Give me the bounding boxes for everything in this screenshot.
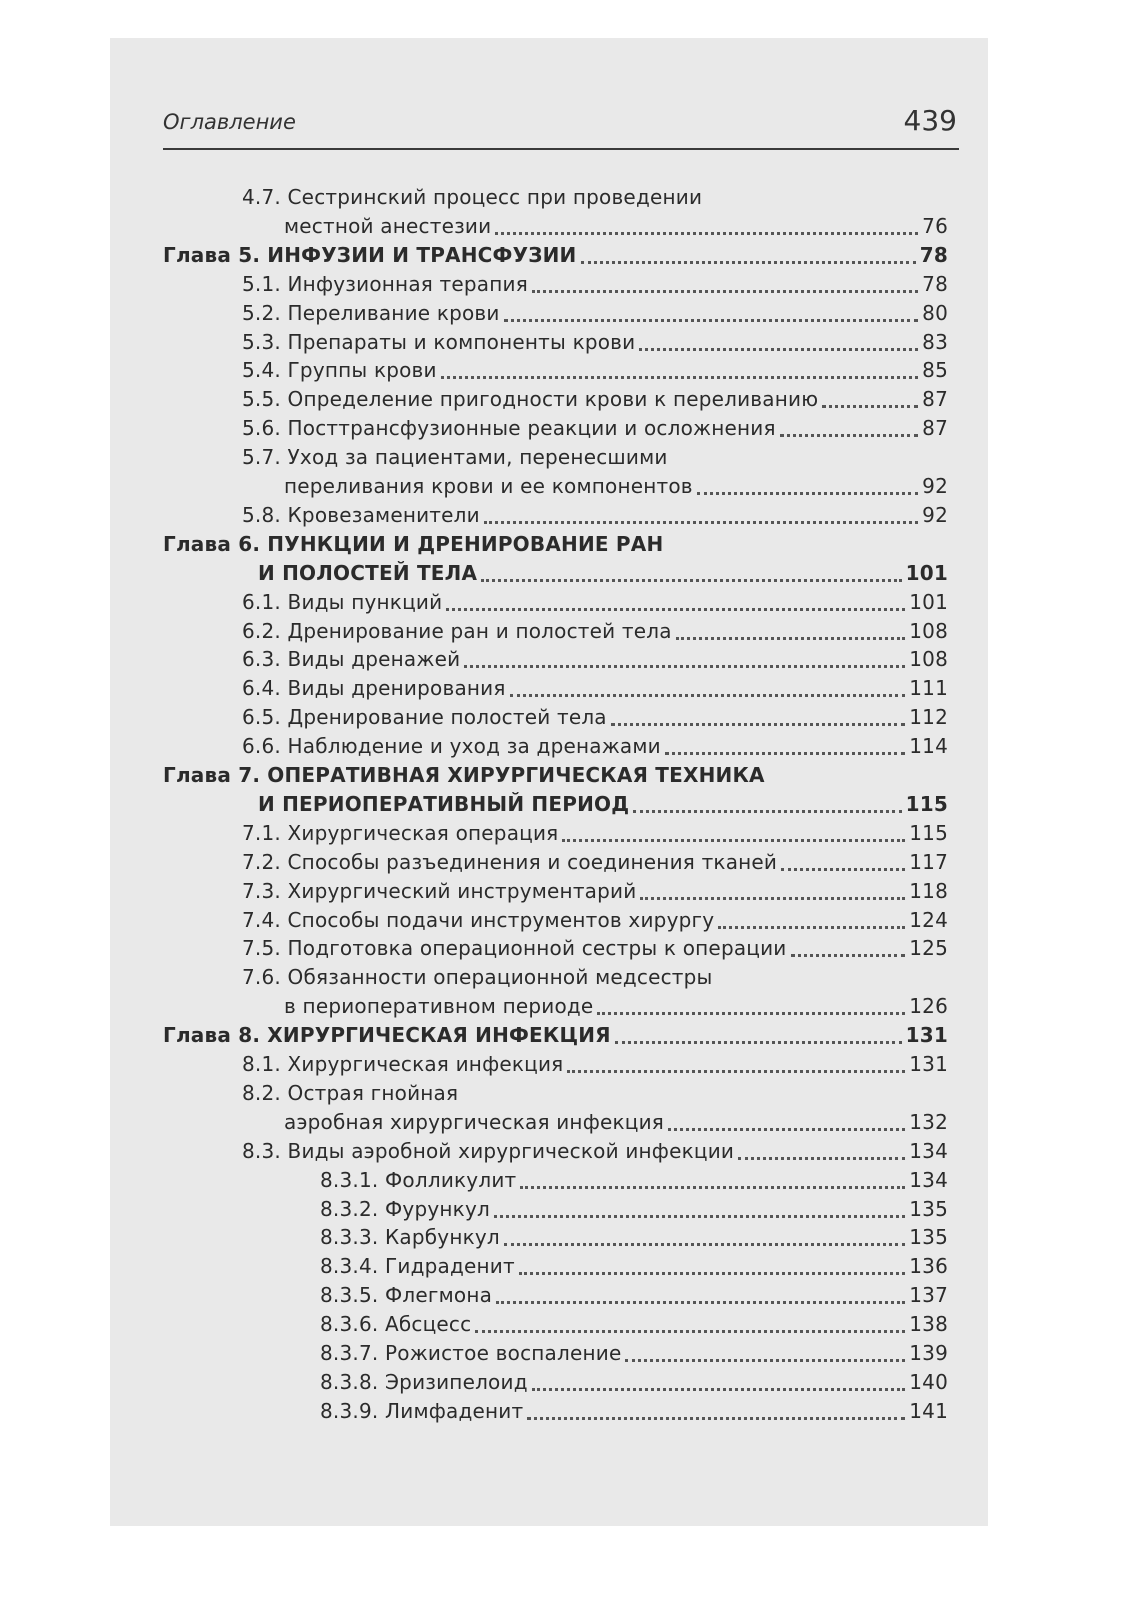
toc-entry [242,183,948,212]
toc-entry-title: 8.3.5. Флегмона [320,1283,493,1308]
toc-entry [242,645,948,674]
toc-entry-title: 6.6. Наблюдение и уход за дренажами [242,734,661,759]
toc-entry-title: 8.3.4. Гидраденит [320,1254,515,1279]
toc-entry [242,877,948,906]
dot-leader [676,637,906,640]
toc-entry-page: 108 [909,618,948,643]
dot-leader [718,926,905,929]
toc-entry-title: переливания крови и ее компонентов [284,474,693,498]
toc-entry [242,328,948,357]
dot-leader [527,1417,905,1420]
dot-leader [532,1388,905,1391]
toc-entry-title: 8.3.1. Фолликулит [320,1167,517,1192]
toc-entry [242,501,948,530]
toc-entry [163,241,948,270]
toc-entry [258,559,948,588]
dot-leader [780,434,918,437]
toc-entry-title: 5.7. Уход за пациентами, перенесшими [242,445,668,470]
toc-entry [320,1252,948,1281]
dot-leader [494,1215,905,1218]
toc-entry-title: Глава 6. ПУНКЦИИ И ДРЕНИРОВАНИЕ РАН [163,531,664,556]
dot-leader [496,1301,905,1304]
toc-entry-title: аэробная хирургическая инфекция [284,1109,665,1134]
dot-leader [562,839,905,842]
dot-leader [791,954,906,957]
toc-entry-title: 8.3.8. Эризипелоид [320,1369,528,1394]
toc-entry-title: 8.1. Хирургическая инфекция [242,1052,564,1076]
toc-entry-title: 8.3.9. Лимфаденит [320,1398,524,1423]
toc-entry [242,1137,948,1166]
toc-entry-title: 8.3.3. Карбункул [320,1225,500,1250]
toc-entry [284,212,948,241]
toc-entry-page: 117 [909,849,948,874]
toc-entry [242,934,948,963]
toc-entry [242,617,948,646]
toc-entry [320,1195,948,1224]
toc-entry [284,472,948,501]
dot-leader [611,723,905,726]
header-page-number: 439 [903,104,957,137]
toc-entry-page: 141 [909,1398,948,1423]
toc-entry-page: 108 [909,647,948,672]
toc-entry-page: 135 [909,1196,948,1221]
toc-entry-page: 139 [909,1341,948,1365]
toc-entry-title: 7.1. Хирургическая операция [242,820,559,845]
dot-leader [484,521,918,524]
toc-entry [320,1339,948,1368]
dot-leader [441,376,918,379]
toc-entry-page: 112 [909,705,948,730]
toc-entry [242,299,948,328]
toc-entry-page: 126 [909,994,948,1019]
toc-entry-title: 5.6. Посттрансфузионные реакции и осложнения [242,416,776,441]
dot-leader [665,752,905,755]
toc-entry-title: 4.7. Сестринский процесс при проведении [242,185,703,209]
toc-entry-page: 78 [919,242,948,267]
dot-leader [532,290,918,293]
toc-entry [242,270,948,299]
toc-entry-page: 138 [909,1312,948,1337]
dot-leader [738,1157,905,1160]
toc-entry-title: местной анестезии [284,213,492,238]
toc-entry-page: 92 [922,502,948,527]
toc-entry [320,1397,948,1426]
toc-entry-page: 87 [922,387,948,412]
toc-entry [163,761,948,790]
dot-leader [781,868,905,871]
toc-entry-title: 7.3. Хирургический инструментарий [242,878,637,903]
toc-entry-title: 5.4. Группы крови [242,358,437,383]
dot-leader [567,1070,905,1073]
dot-leader [625,1359,905,1362]
toc-entry-page: 118 [909,878,948,903]
toc-entry-title: 5.1. Инфузионная терапия [242,271,528,296]
dot-leader [640,897,905,900]
toc-entry [284,1108,948,1137]
header-title: Оглавление [163,110,296,134]
toc-entry-title: 6.5. Дренирование полостей тела [242,705,607,730]
toc-entry [258,790,948,819]
toc-entry [242,732,948,761]
toc-entry [320,1166,948,1195]
toc-entry [320,1281,948,1310]
toc-entry-page: 131 [909,1052,948,1076]
toc-entry [242,703,948,732]
toc-entry-title: Глава 7. ОПЕРАТИВНАЯ ХИРУРГИЧЕСКАЯ ТЕХНИКА [163,763,765,787]
toc-entry-title: 5.8. Кровезаменители [242,502,480,527]
toc-entry-page: 124 [909,907,948,932]
toc-entry-title: 5.3. Препараты и компоненты крови [242,329,636,354]
toc-entry-page: 101 [905,560,948,585]
toc-entry-page: 80 [922,300,948,325]
toc-entry-page: 83 [922,329,948,354]
toc-entry [242,356,948,385]
toc-entry-page: 101 [909,589,948,614]
dot-leader [668,1128,905,1131]
toc-entry-page: 134 [909,1138,948,1163]
toc-entry-page: 85 [922,358,948,383]
toc-entry-page: 92 [922,474,948,498]
toc-entry-title: Глава 8. ХИРУРГИЧЕСКАЯ ИНФЕКЦИЯ [163,1023,611,1048]
toc-entry-title: 6.2. Дренирование ран и полостей тела [242,618,672,643]
toc-entry-title: Глава 5. ИНФУЗИИ И ТРАНСФУЗИИ [163,242,577,267]
dot-leader [581,261,916,264]
toc-entry-title: И ПЕРИОПЕРАТИВНЫЙ ПЕРИОД [258,791,630,816]
dot-leader [519,1272,905,1275]
toc-entry [320,1310,948,1339]
toc-entry [163,1021,948,1050]
toc-entry-page: 115 [909,820,948,845]
toc-entry [242,848,948,877]
toc-entry-page: 114 [909,734,948,759]
toc-entry-title: 8.2. Острая гнойная [242,1080,459,1105]
toc-entry-page: 131 [905,1023,948,1048]
dot-leader [822,405,918,408]
dot-leader [639,348,918,351]
toc-entry-title: 5.2. Переливание крови [242,300,500,325]
dot-leader [697,492,918,495]
dot-leader [510,694,906,697]
dot-leader [481,579,902,582]
toc-entry-page: 136 [909,1254,948,1279]
toc-entry [320,1223,948,1252]
toc-entry-title: 7.5. Подготовка операционной сестры к операции [242,936,787,961]
dot-leader [633,810,901,813]
toc-entry-title: 6.4. Виды дренирования [242,676,506,701]
toc-entry-title: 7.4. Способы подачи инструментов хирургу [242,907,715,932]
toc-entry [242,414,948,443]
toc-entry-page: 134 [909,1167,948,1192]
toc-entry-page: 111 [909,676,948,701]
dot-leader [615,1041,902,1044]
toc-entry-title: 6.1. Виды пункций [242,589,443,614]
toc-entry-title: в периоперативном периоде [284,994,594,1019]
toc-entry-title: 7.6. Обязанности операционной медсестры [242,965,713,990]
toc-entry [242,963,948,992]
dot-leader [475,1330,905,1333]
toc-entry-page: 125 [909,936,948,961]
dot-leader [446,608,905,611]
toc-entry [242,819,948,848]
toc-entry [284,992,948,1021]
toc-entry-page: 115 [905,791,948,816]
toc-entry [242,906,948,935]
toc-entry-title: 8.3.6. Абсцесс [320,1312,472,1337]
dot-leader [504,1243,905,1246]
toc-entry-title: 8.3.2. Фурункул [320,1196,490,1221]
toc-entry-page: 140 [909,1369,948,1394]
toc-entry-title: 6.3. Виды дренажей [242,647,461,672]
toc-entry [242,674,948,703]
toc-entry-title: 8.3.7. Рожистое воспаление [320,1341,622,1365]
dot-leader [495,232,918,235]
toc-entry [242,385,948,414]
dot-leader [597,1012,905,1015]
toc-entry-page: 135 [909,1225,948,1250]
toc-entry [242,443,948,472]
toc-entry-title: И ПОЛОСТЕЙ ТЕЛА [258,560,478,585]
toc-entry-title: 5.5. Определение пригодности крови к переливанию [242,387,819,412]
toc-entry-page: 87 [922,416,948,441]
toc-entry-page: 132 [909,1109,948,1134]
toc-entry [320,1368,948,1397]
toc-entry [163,530,948,559]
toc-entry-title: 8.3. Виды аэробной хирургической инфекции [242,1138,735,1163]
toc-entry-title: 7.2. Способы разъединения и соединения тканей [242,849,778,874]
dot-leader [504,319,919,322]
toc-entry [242,1079,948,1108]
toc-entry [242,1050,948,1079]
toc-entry [242,588,948,617]
dot-leader [464,665,905,668]
toc-entry-page: 78 [922,271,948,296]
toc-entry-page: 76 [922,213,948,238]
toc-entry-page: 137 [909,1283,948,1308]
dot-leader [520,1186,905,1189]
